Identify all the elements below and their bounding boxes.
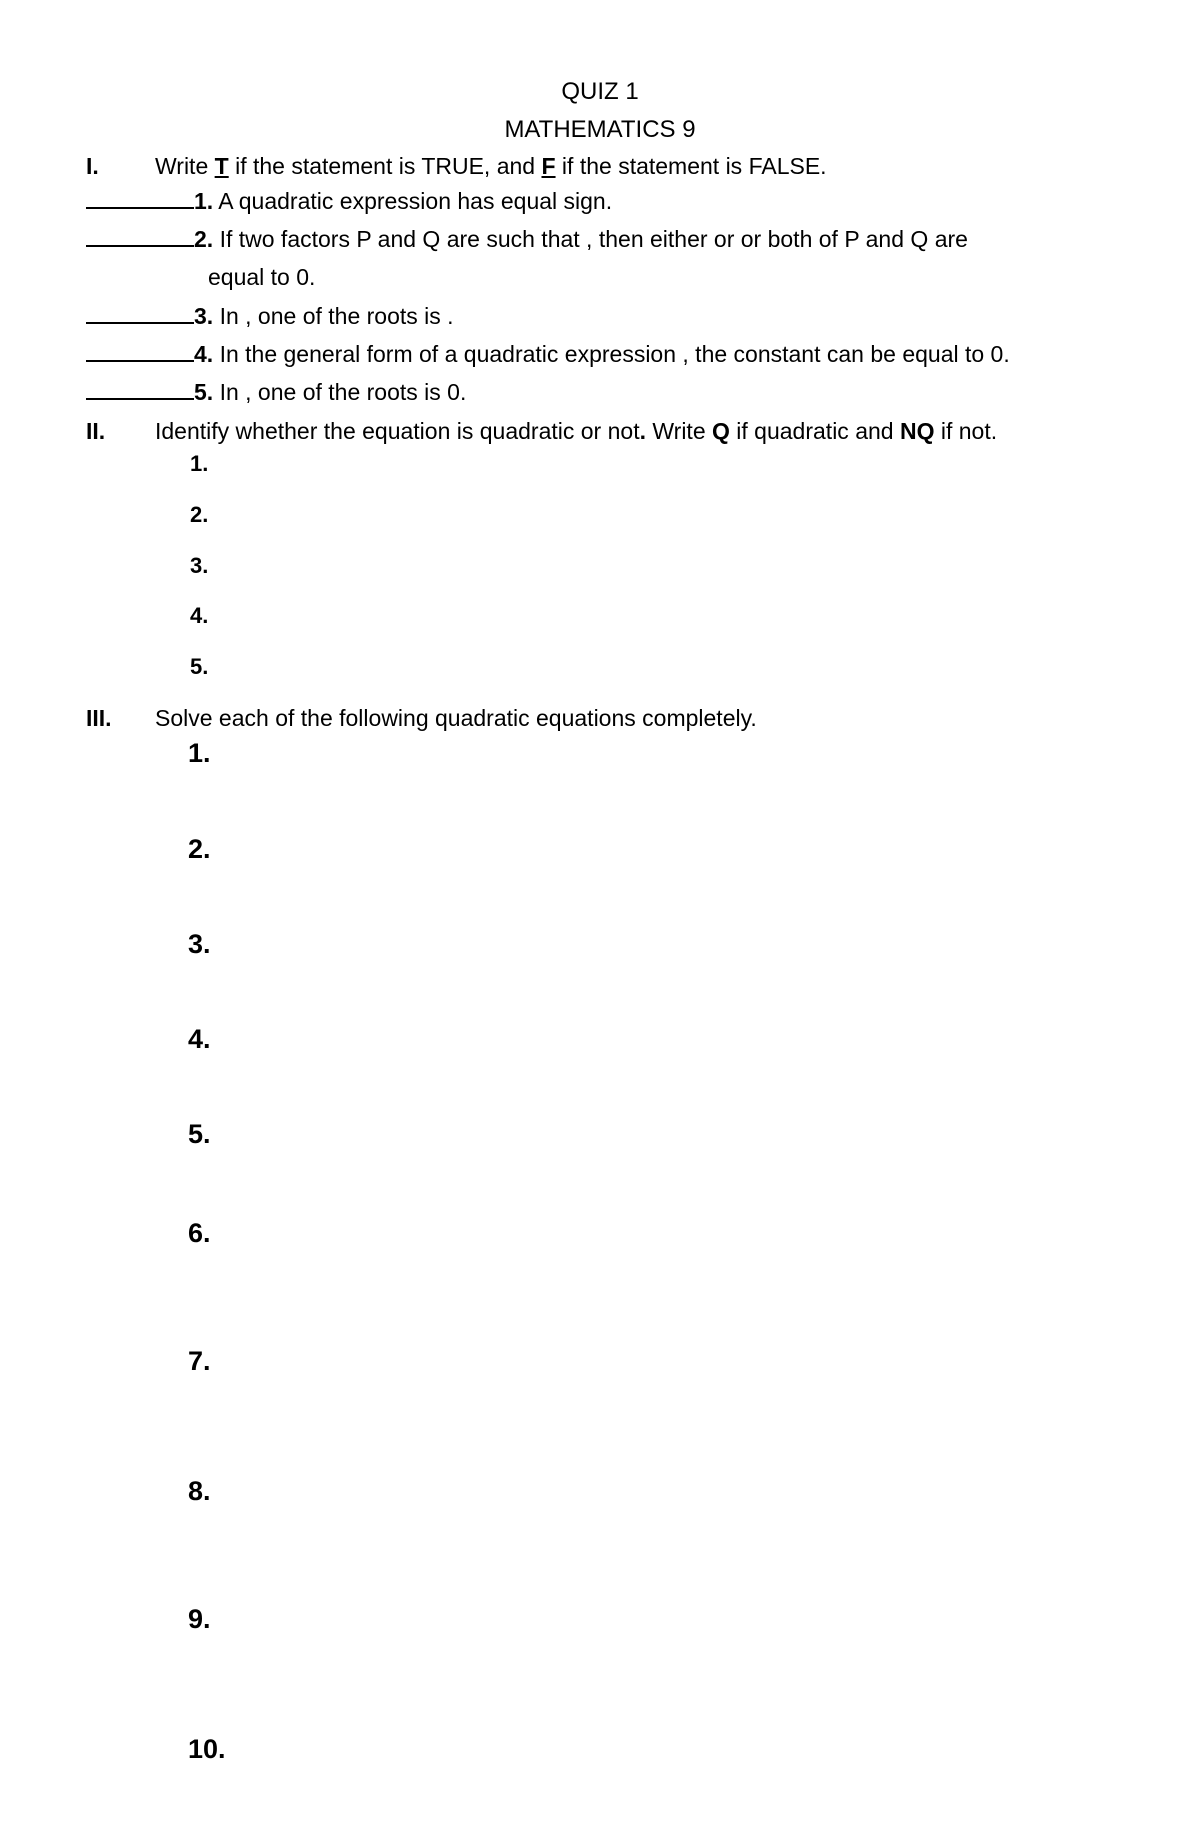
part1-instruction: Write T if the statement is TRUE, and F if the statement is FALSE.: [155, 153, 827, 179]
part1-item-1: 1. A quadratic expression has equal sign.: [86, 187, 612, 215]
part1-item-3: 3. In , one of the roots is .: [86, 302, 454, 330]
quiz-title: QUIZ 1: [561, 78, 639, 105]
part1-item-2: 2. If two factors P and Q are such that , then either or or both of P and Q are: [86, 225, 968, 253]
part2-numeral: II.: [86, 418, 106, 444]
part1-item-4: 4. In the general form of a quadratic expression , the constant can be equal to 0.: [86, 340, 1010, 368]
part3-item-2: 2.: [188, 834, 211, 864]
answer-blank[interactable]: [86, 378, 194, 400]
true-letter: T: [214, 153, 229, 179]
part1-numeral: I.: [86, 153, 99, 179]
not-quadratic-letters: NQ: [899, 418, 935, 444]
part1-item-2-continuation: equal to 0.: [208, 264, 316, 290]
part3-item-8: 8.: [188, 1476, 211, 1506]
part3-item-9: 9.: [188, 1604, 211, 1634]
subject-title: MATHEMATICS 9: [504, 116, 696, 143]
part3-item-10: 10.: [188, 1734, 226, 1764]
part3-item-5: 5.: [188, 1119, 211, 1149]
part2-item-5: 5.: [190, 654, 209, 679]
false-letter: F: [541, 153, 556, 179]
part3-item-1: 1.: [188, 738, 211, 768]
quadratic-letter: Q: [712, 418, 730, 444]
answer-blank[interactable]: [86, 302, 194, 324]
part3-item-3: 3.: [188, 929, 211, 959]
part3-item-4: 4.: [188, 1024, 211, 1054]
part3-numeral: III.: [86, 705, 112, 731]
answer-blank[interactable]: [86, 340, 194, 362]
part1-item-5: 5. In , one of the roots is 0.: [86, 378, 466, 406]
part2-instruction: Identify whether the equation is quadratic or not. Write Q if quadratic and NQ if not.: [155, 418, 998, 444]
answer-blank[interactable]: [86, 187, 194, 209]
part2-item-2: 2.: [190, 502, 209, 527]
part3-item-6: 6.: [188, 1218, 211, 1248]
part2-item-3: 3.: [190, 553, 209, 578]
answer-blank[interactable]: [86, 225, 194, 247]
part3-item-7: 7.: [188, 1346, 211, 1376]
part2-item-1: 1.: [190, 451, 209, 476]
part3-instruction: Solve each of the following quadratic equations completely.: [155, 705, 757, 731]
part2-item-4: 4.: [190, 603, 209, 628]
